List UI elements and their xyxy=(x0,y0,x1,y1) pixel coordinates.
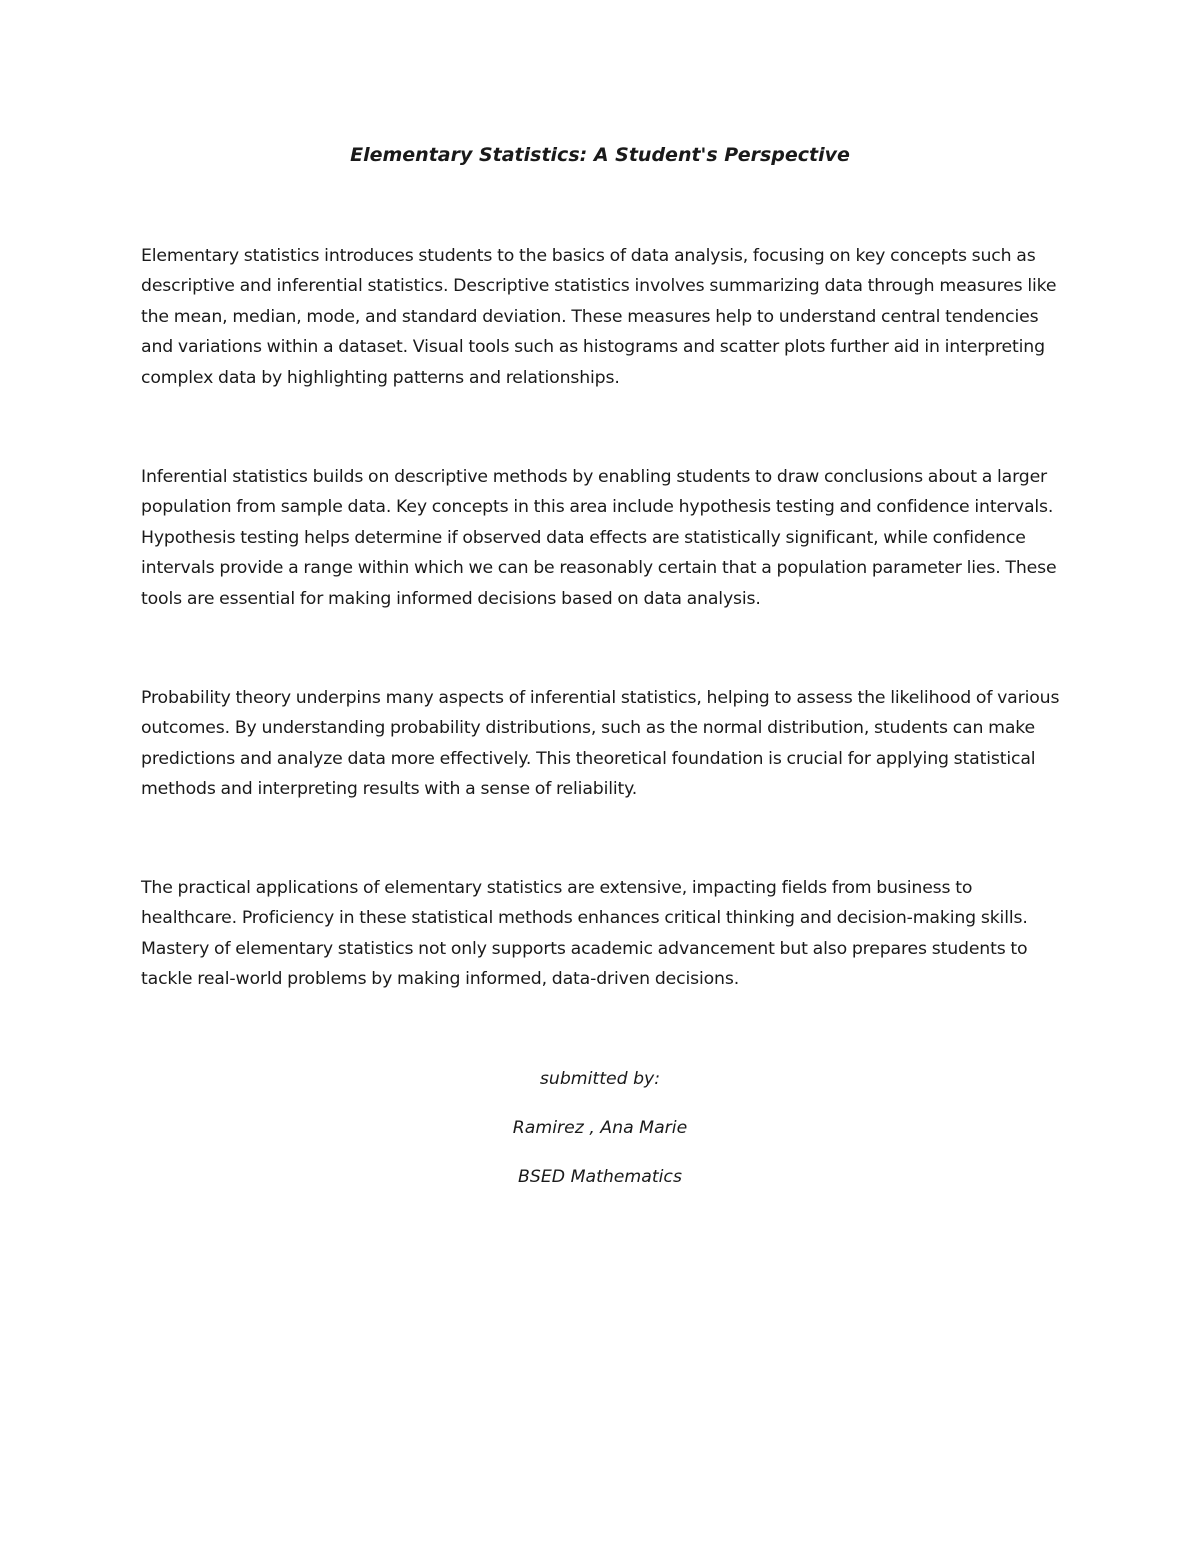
paragraph-practical-applications: The practical applications of elementary statistics are extensive, impacting fields from business to healthcare. Proficiency in these statistical methods enhances critical thinking and decision-making skills. Mastery of elementary statistics not only supports academic advancement but also prepares students to tackle real-world problems by making informed, data-driven decisions. xyxy=(141,878,1028,990)
paragraph-inferential-statistics: Inferential statistics builds on descriptive methods by enabling students to draw conclusions about a larger population from sample data. Key concepts in this area include hypothesis testing and confidence intervals. Hypothesis testing helps determine if observed data effects are statistically significant, while confidence intervals provide a range within which we can be reasonably certain that a population parameter lies. These tools are essential for making informed decisions based on data analysis. xyxy=(141,467,1057,609)
submitted-by-label: submitted by: xyxy=(539,1069,661,1089)
paragraph-descriptive-statistics: Elementary statistics introduces students to the basics of data analysis, focusing on key concepts such as descriptive and inferential statistics. Descriptive statistics involves summarizing data through measures like the mean, median, mode, and standard deviation. These measures help to understand central tendencies and variations within a dataset. Visual tools such as histograms and scatter plots further aid in interpreting complex data by highlighting patterns and relationships. xyxy=(141,246,1057,388)
author-name: Ramirez , Ana Marie xyxy=(512,1118,688,1138)
author-program: BSED Mathematics xyxy=(518,1167,682,1187)
paragraph-probability-theory: Probability theory underpins many aspects of inferential statistics, helping to assess the likelihood of various outcomes. By understanding probability distributions, such as the normal distribution, students can make predictions and analyze data more effectively. This theoretical foundation is crucial for applying statistical methods and interpreting results with a sense of reliability. xyxy=(141,688,1060,800)
document-title: Elementary Statistics: A Student's Perspective xyxy=(350,144,850,166)
